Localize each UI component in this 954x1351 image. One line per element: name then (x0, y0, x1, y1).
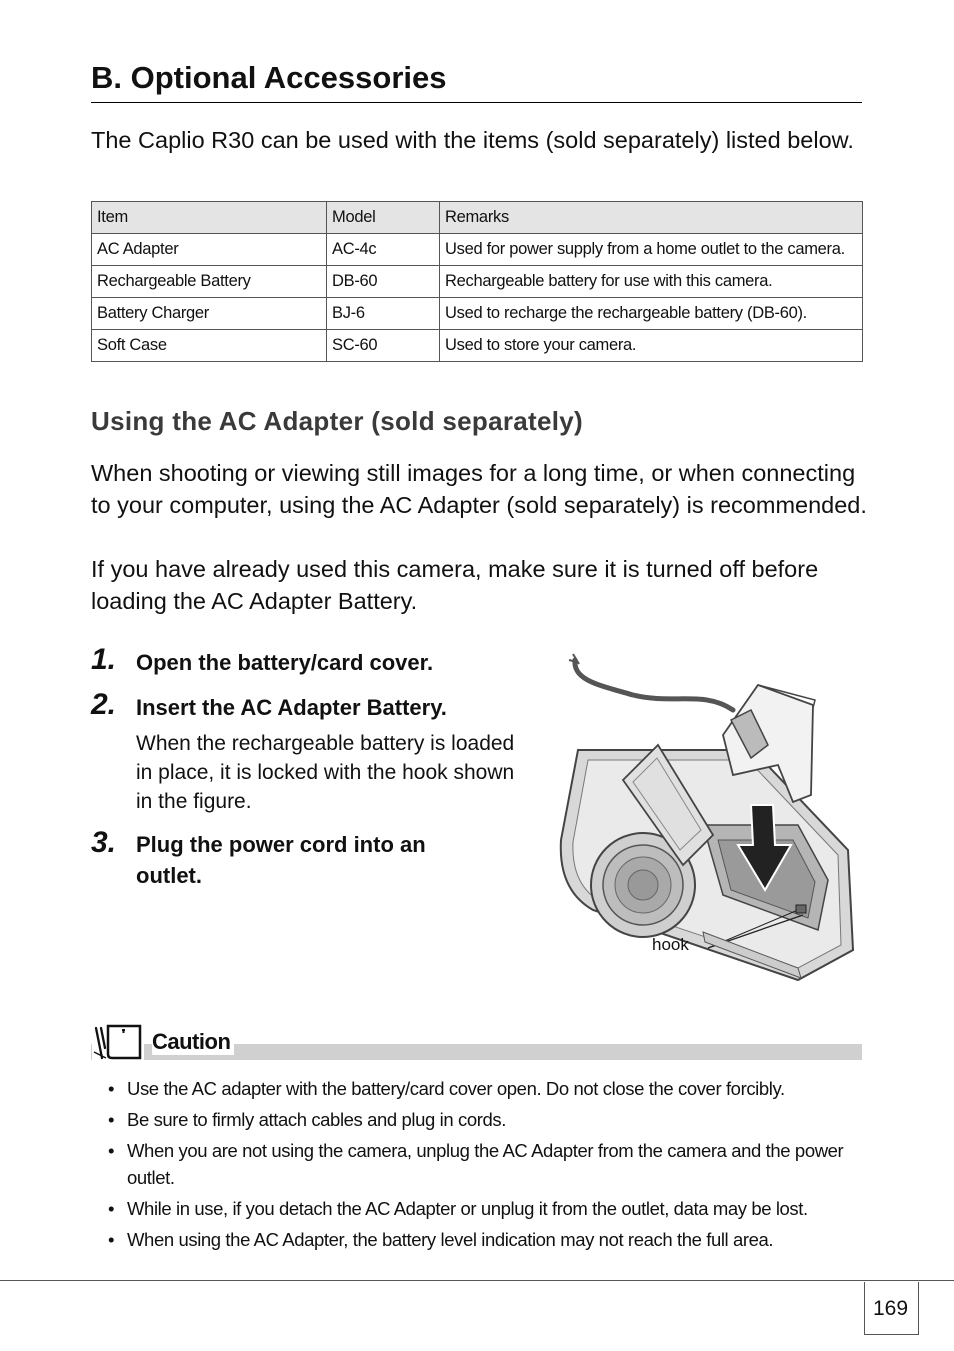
cell-model: DB-60 (327, 266, 440, 298)
camera-ac-adapter-illustration (553, 650, 863, 985)
list-item: • When you are not using the camera, unplug the AC Adapter from the camera and the power outlet. (108, 1137, 868, 1191)
step-number: 3. (91, 826, 117, 859)
cell-model: AC-4c (327, 234, 440, 266)
cell-item: AC Adapter (92, 234, 327, 266)
cell-remarks: Used to recharge the rechargeable battery (DB-60). (440, 298, 863, 330)
cell-model: SC-60 (327, 330, 440, 362)
cell-remarks: Used to store your camera. (440, 330, 863, 362)
cell-item: Rechargeable Battery (92, 266, 327, 298)
caution-list (108, 1075, 868, 1257)
step-title: Insert the AC Adapter Battery. (136, 695, 447, 720)
table-row (92, 266, 863, 298)
column-header-item: Item (92, 202, 327, 234)
cell-item: Soft Case (92, 330, 327, 362)
caution-note-icon (92, 1022, 144, 1062)
column-header-remarks: Remarks (440, 202, 863, 234)
list-item: • While in use, if you detach the AC Adapter or unplug it from the outlet, data may be lost. (108, 1195, 868, 1222)
step-number: 1. (91, 643, 117, 676)
intro-paragraph: The Caplio R30 can be used with the items (sold separately) listed below. (91, 127, 854, 153)
list-item: • Use the AC adapter with the battery/card cover open. Do not close the cover forcibly. (108, 1075, 868, 1102)
step-number: 2. (91, 688, 117, 721)
table-row (92, 234, 863, 266)
list-item: • When using the AC Adapter, the battery level indication may not reach the full area. (108, 1226, 868, 1253)
table-header-row (92, 202, 863, 234)
hook-label: hook (652, 935, 689, 954)
accessories-table (91, 201, 863, 362)
column-header-model: Model (327, 202, 440, 234)
table-row (92, 330, 863, 362)
step-description: When the rechargeable battery is loaded in place, it is locked with the hook shown in the figure. (136, 732, 515, 813)
cell-remarks: Rechargeable battery for use with this camera. (440, 266, 863, 298)
section-title: Using the AC Adapter (sold separately) (91, 406, 584, 436)
cell-model: BJ-6 (327, 298, 440, 330)
cell-remarks: Used for power supply from a home outlet to the camera. (440, 234, 863, 266)
cell-item: Battery Charger (92, 298, 327, 330)
section-paragraph-1: When shooting or viewing still images for a long time, or when connecting to your computer, using the AC Adapter (sold separately) is recommended. (91, 460, 867, 518)
caution-title: Caution (152, 1029, 234, 1055)
section-paragraph-2: If you have already used this camera, make sure it is turned off before loading the AC Adapter Battery. (91, 556, 819, 614)
step-title: Plug the power cord into an outlet. (136, 832, 426, 888)
footer-rule (0, 1280, 954, 1281)
page-number: 169 (872, 1297, 909, 1320)
list-item: • Be sure to firmly attach cables and plug in cords. (108, 1106, 868, 1133)
page-heading: B. Optional Accessories (91, 58, 862, 103)
step-title: Open the battery/card cover. (136, 650, 434, 675)
table-row (92, 298, 863, 330)
